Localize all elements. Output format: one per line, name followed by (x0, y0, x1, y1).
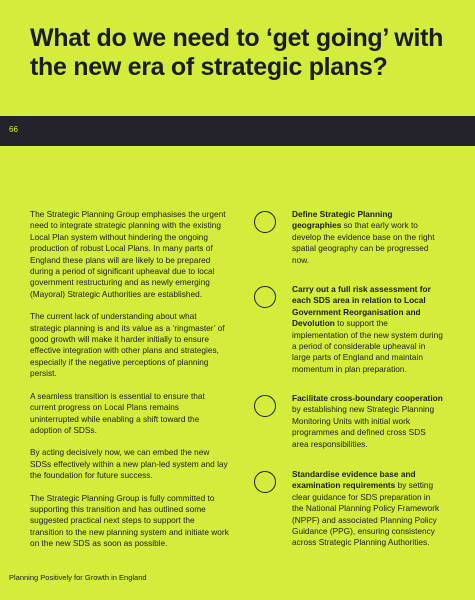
page-number-band (0, 116, 475, 146)
step-heading: Carry out a full risk assessment for each SDS area in relation to Local Government Reorganisation and Devolution (292, 284, 431, 329)
next-step-item (254, 469, 444, 549)
page-number: 66 (9, 125, 18, 134)
circle-bullet-icon (254, 286, 276, 308)
circle-bullet-icon (254, 211, 276, 233)
next-step-item (254, 393, 444, 469)
page-title: What do we need to ‘get going’ with the new era of strategic plans? (30, 24, 444, 81)
step-body: so that early work to develop the evidence base on the right spatial geography can be progressed now. (292, 220, 435, 265)
next-step-item (254, 209, 444, 284)
intro-paragraph: The Strategic Planning Group emphasises the urgent need to integrate strategic planning with the existing Local Plan system without hindering the ongoing production of robust Local Plans. In many parts of England these plans will are likely to be prepared during a period of significant upheaval due to local government restructuring and as newly emerging (Mayoral) Strategic Authorities are established. (30, 209, 226, 299)
intro-text (30, 209, 230, 561)
step-heading: Facilitate cross-boundary cooperation (292, 393, 443, 403)
next-step-item (254, 284, 444, 393)
step-body: by establishing new Strategic Planning Monitoring Units with initial work programmes and defined cross SDS area responsibilities. (292, 404, 435, 449)
step-heading: Define Strategic Planning geographies (292, 209, 393, 231)
step-body: by setting clear guidance for SDS preparation in the National Planning Policy Framework (NPPF) and associated Planning Policy Guidance (PPG), ensuring consistency across Strategic Planning Authorities. (292, 480, 440, 548)
circle-bullet-icon (254, 471, 276, 493)
intro-paragraph: A seamless transition is essential to ensure that current progress on Local Plans remains uninterrupted while enabling a shift toward the adoption of SDSs. (30, 390, 205, 435)
step-body: to support the implementation of the new system during a period of considerable upheaval in large parts of England and maintain momentum in plan preparation. (292, 318, 443, 374)
circle-bullet-icon (254, 395, 276, 417)
intro-paragraph: The current lack of understanding about what strategic planning is and its value as a ‘ringmaster’ of good growth will make it harder initially to ensure effective integration with other plans and strategies, especially if the negative perceptions of planning persist. (30, 311, 225, 379)
intro-paragraph: The Strategic Planning Group is fully committed to supporting this transition and has outlined some suggested practical next steps to support the transition to the new planning system and initiate work on the new SDS as soon as possible. (30, 492, 229, 549)
intro-paragraph: By acting decisively now, we can embed the new SDSs effectively within a new plan-led system and lay the foundation for future success. (30, 447, 228, 481)
step-heading: Standardise evidence base and examination requirements (292, 469, 416, 491)
footer-text: Planning Positively for Growth in England (9, 573, 147, 582)
next-steps-list (254, 209, 444, 549)
